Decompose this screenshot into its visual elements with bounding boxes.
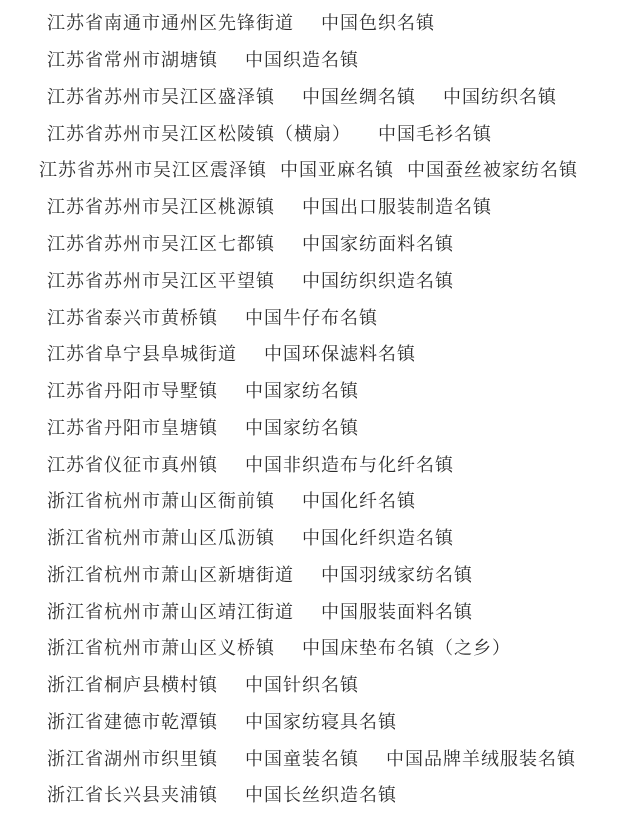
town-location: 浙江省杭州市萧山区靖江街道 [47, 601, 294, 623]
list-item [0, 335, 620, 372]
town-location: 江苏省南通市通州区先锋街道 [47, 13, 294, 35]
town-location: 江苏省苏州市吴江区七都镇 [47, 233, 275, 255]
town-designation: 中国毛衫名镇 [378, 123, 492, 145]
town-designation: 中国化纤名镇 [302, 491, 416, 513]
list-item [0, 666, 620, 703]
list-item [0, 41, 620, 78]
town-location: 浙江省杭州市萧山区衙前镇 [47, 491, 275, 513]
list-item [0, 151, 620, 188]
town-designation: 中国家纺寝具名镇 [245, 711, 397, 733]
town-location: 浙江省杭州市萧山区瓜沥镇 [47, 528, 275, 550]
town-location: 浙江省杭州市萧山区新塘街道 [47, 564, 294, 586]
list-item [0, 78, 620, 115]
town-location: 江苏省常州市湖塘镇 [47, 50, 218, 72]
town-designation: 中国纺织织造名镇 [302, 270, 454, 292]
list-item [0, 592, 620, 629]
town-location: 浙江省杭州市萧山区义桥镇 [47, 638, 275, 660]
town-designation: 中国丝绸名镇 [302, 86, 416, 108]
list-item [0, 629, 620, 666]
list-item [0, 555, 620, 592]
list-item [0, 776, 620, 813]
town-designation: 中国亚麻名镇 [280, 160, 394, 182]
town-designation: 中国童装名镇 [245, 748, 359, 770]
town-designation: 中国牛仔布名镇 [245, 307, 378, 329]
list-item [0, 445, 620, 482]
town-designation: 中国羽绒家纺名镇 [321, 564, 473, 586]
town-location: 江苏省苏州市吴江区桃源镇 [47, 197, 275, 219]
list-item [0, 188, 620, 225]
town-designation: 中国针织名镇 [245, 675, 359, 697]
list-item [0, 225, 620, 262]
town-designation: 中国化纤织造名镇 [302, 528, 454, 550]
town-location: 江苏省苏州市吴江区震泽镇 [39, 160, 267, 182]
list-item [0, 372, 620, 409]
town-location: 江苏省苏州市吴江区盛泽镇 [47, 86, 275, 108]
list-item [0, 519, 620, 556]
town-location: 浙江省长兴县夹浦镇 [47, 785, 218, 807]
town-location: 浙江省建德市乾潭镇 [47, 711, 218, 733]
town-designation: 中国长丝织造名镇 [245, 785, 397, 807]
town-location: 江苏省阜宁县阜城街道 [47, 344, 237, 366]
town-location: 江苏省苏州市吴江区平望镇 [47, 270, 275, 292]
list-item [0, 739, 620, 776]
town-designation: 中国环保滤料名镇 [264, 344, 416, 366]
town-location: 江苏省泰兴市黄桥镇 [47, 307, 218, 329]
list-item [0, 114, 620, 151]
list-item [0, 261, 620, 298]
town-designation: 中国服装面料名镇 [321, 601, 473, 623]
town-location: 江苏省丹阳市皇塘镇 [47, 417, 218, 439]
town-designation: 中国家纺面料名镇 [302, 233, 454, 255]
town-designation: 中国家纺名镇 [245, 417, 359, 439]
list-item [0, 298, 620, 335]
town-location: 浙江省桐庐县横村镇 [47, 675, 218, 697]
town-location: 江苏省苏州市吴江区松陵镇（横扇） [47, 123, 351, 145]
list-item [0, 703, 620, 740]
town-designation: 中国纺织名镇 [443, 86, 557, 108]
town-designation: 中国家纺名镇 [245, 381, 359, 403]
town-designation: 中国蚕丝被家纺名镇 [407, 160, 578, 182]
town-designation: 中国品牌羊绒服装名镇 [386, 748, 576, 770]
town-location: 江苏省丹阳市导墅镇 [47, 381, 218, 403]
town-designation: 中国床垫布名镇（之乡） [302, 638, 511, 660]
town-designation: 中国非织造布与化纤名镇 [245, 454, 454, 476]
town-location: 浙江省湖州市织里镇 [47, 748, 218, 770]
list-item [0, 482, 620, 519]
town-designation: 中国织造名镇 [245, 50, 359, 72]
town-location: 江苏省仪征市真州镇 [47, 454, 218, 476]
list-item [0, 4, 620, 41]
list-item [0, 408, 620, 445]
town-designation: 中国色织名镇 [321, 13, 435, 35]
town-designation: 中国出口服装制造名镇 [302, 197, 492, 219]
